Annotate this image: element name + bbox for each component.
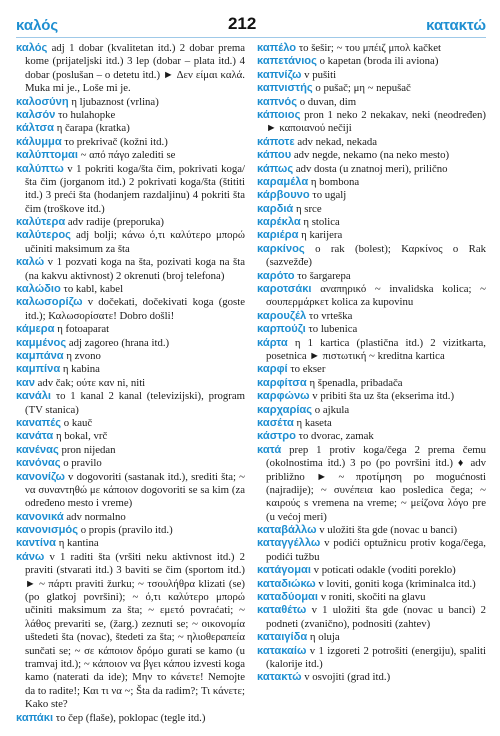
headword: καλύτερα <box>16 216 66 229</box>
headword: κανονίζω <box>16 470 65 483</box>
entry-definition: η bombona <box>308 175 360 188</box>
headword: καλώδιο <box>16 283 61 296</box>
headword: κανονικά <box>16 510 64 523</box>
entry-definition: το ekser <box>287 363 326 376</box>
dictionary-entry <box>16 337 245 350</box>
headword: κατάγομαι <box>257 564 311 577</box>
entry-definition: v uložiti šta gde (novac u banci) <box>316 524 458 537</box>
entry-definition: pron 1 neko 2 nekakav, neki (neodređen) ► καποιανού nečiji <box>266 108 486 135</box>
entry-definition: το šargarepa <box>294 269 351 282</box>
dictionary-entry <box>257 176 486 189</box>
dictionary-entry <box>16 430 245 443</box>
entry-definition: adv čak; ούτε καν ni, niti <box>34 376 146 389</box>
entry-definition: adv negde, nekamo (na neko mesto) <box>291 149 450 162</box>
headword: κάστρο <box>257 430 296 443</box>
headword: καταθέτω <box>257 604 307 617</box>
headword: καρέκλα <box>257 216 301 229</box>
headword: καταβάλλω <box>257 524 317 537</box>
dictionary-entry <box>16 524 245 537</box>
entry-definition: v 1 izgoreti 2 potrošiti (energiju), spaliti (kalorije itd.) <box>266 644 486 670</box>
headword: κατακτώ <box>257 671 302 684</box>
headword: κάλυμμα <box>16 135 62 148</box>
entry-definition: η bokal, vrč <box>53 430 108 443</box>
dictionary-entry <box>257 163 486 176</box>
headword: κάπου <box>257 149 292 162</box>
headword: καρπούζι <box>257 323 306 336</box>
dictionary-entry <box>257 323 486 336</box>
entry-definition: ο rak (bolest); Καρκίνος ο Rak (sazvežđe) <box>266 242 486 269</box>
dictionary-entry <box>257 149 486 162</box>
headword: καπάκι <box>16 711 54 724</box>
dictionary-entry <box>16 256 245 283</box>
headword: καν <box>16 376 35 389</box>
dictionary-entry <box>257 524 486 537</box>
dictionary-entry <box>257 283 486 310</box>
headword: καροτσάκι <box>257 283 312 296</box>
entry-definition: το vrteška <box>306 309 353 322</box>
entry-definition: v osvojiti (grad itd.) <box>301 671 391 684</box>
headword: καμπάνα <box>16 349 64 362</box>
page-number: 212 <box>227 14 257 33</box>
entry-definition: η špenadla, pribadača <box>306 376 403 389</box>
dictionary-entry <box>257 578 486 591</box>
dictionary-entry <box>257 270 486 283</box>
entry-definition: ο pušač; μη ~ nepušač <box>312 82 411 95</box>
headword: καρχαρίας <box>257 403 313 416</box>
headword: καπνίζω <box>257 68 302 81</box>
dictionary-entry <box>257 69 486 82</box>
entry-definition: ~ από πάγο zalediti se <box>77 149 176 162</box>
entry-columns <box>16 38 486 725</box>
dictionary-entry <box>257 537 486 564</box>
headword: καρφίτσα <box>257 376 307 389</box>
dictionary-entry <box>16 283 245 296</box>
entry-definition: pron nijedan <box>58 443 116 456</box>
dictionary-entry <box>257 310 486 323</box>
dictionary-entry <box>257 189 486 202</box>
entry-definition: ο propis (pravilo itd.) <box>78 524 173 537</box>
headword: καντίνα <box>16 537 56 550</box>
headword: κάρβουνο <box>257 189 310 202</box>
headword: καλώ <box>16 256 45 269</box>
entry-definition: το šešir; ~ του μπέιζ μπολ kačket <box>296 42 442 54</box>
headword: καρουζέλ <box>257 309 307 322</box>
headword: καριέρα <box>257 229 299 242</box>
headword: καταδιώκω <box>257 577 316 590</box>
dictionary-entry <box>16 350 245 363</box>
entry-definition: v dočekati, dočekivati koga (goste itd.); Καλωσορίσατε! Dobro došli! <box>25 296 245 322</box>
headword: καταδύομαι <box>257 591 319 604</box>
headword: καλύπτω <box>16 162 64 175</box>
headword: καταγγέλλω <box>257 537 321 550</box>
dictionary-entry <box>16 216 245 229</box>
entry-definition: v loviti, goniti koga (kriminalca itd.) <box>315 577 476 590</box>
entry-definition: ο kapetan (broda ili aviona) <box>316 55 439 68</box>
dictionary-entry <box>257 337 486 364</box>
dictionary-entry <box>16 363 245 376</box>
dictionary-entry <box>16 96 245 109</box>
headword: καρφί <box>257 363 288 376</box>
entry-definition: v pušiti <box>301 68 337 81</box>
headword: καμμένος <box>16 336 67 349</box>
headword: κατακαίω <box>257 644 307 657</box>
dictionary-entry <box>257 55 486 68</box>
headword: καναπές <box>16 416 62 429</box>
entry-definition: adv normalno <box>63 510 126 523</box>
entry-definition: v 1 pokriti koga/šta čim, pokrivati koga/šta čim (jorganom itd.) 2 pokrivati koga/šta (štititi itd.) 3 preći šta (hodanjem razdaljinu) 4 pokriti šta čim (troškove itd.) <box>25 162 245 215</box>
headword: κανάτα <box>16 430 54 443</box>
dictionary-entry <box>257 216 486 229</box>
dictionary-entry <box>16 136 245 149</box>
dictionary-entry <box>16 149 245 162</box>
entry-definition: adj bolji; κάνω ό,τι καλύτερο μπορώ učiniti maksimum za šta <box>25 229 245 255</box>
entry-definition: v poticati odakle (voditi poreklo) <box>310 564 456 577</box>
entry-definition: v roniti, skočiti na glavu <box>318 591 426 604</box>
headword: κασέτα <box>257 416 294 429</box>
headword: κανόνας <box>16 457 61 470</box>
headword: κάρτα <box>257 336 288 349</box>
dictionary-entry <box>257 363 486 376</box>
dictionary-entry <box>257 444 486 524</box>
headword: καλσόν <box>16 108 56 121</box>
dictionary-entry <box>16 390 245 417</box>
headword: καλύπτομαι <box>16 149 78 162</box>
entry-definition: η oluja <box>307 631 340 644</box>
dictionary-entry <box>16 537 245 550</box>
right-column <box>257 42 486 725</box>
headword: κάλτσα <box>16 122 55 135</box>
dictionary-entry <box>257 377 486 390</box>
headword: καπνός <box>257 95 298 108</box>
dictionary-entry <box>16 323 245 336</box>
dictionary-entry <box>16 471 245 511</box>
headword: κανονισμός <box>16 524 79 537</box>
headword: κάποτε <box>257 135 295 148</box>
entry-definition: η srce <box>293 202 322 215</box>
entry-definition: v podići optužnicu protiv koga/čega, podići tužbu <box>266 537 486 563</box>
headword: κάνω <box>16 550 45 563</box>
headword: κάμερα <box>16 323 55 336</box>
entry-definition: adv radije (preporuka) <box>65 216 164 229</box>
dictionary-entry <box>257 109 486 136</box>
entry-definition: adv nekad, nekada <box>294 135 378 148</box>
headword: καπνιστής <box>257 82 313 95</box>
entry-definition: ο kauč <box>61 416 93 429</box>
headword: καπέλο <box>257 42 297 54</box>
entry-definition: η 1 kartica (plastična itd.) 2 vizitkarta, posetnica ► πιστωτική ~ kreditna kartica <box>266 336 486 362</box>
dictionary-entry <box>16 229 245 256</box>
entry-definition: το čep (flaše), poklopac (tegle itd.) <box>53 711 206 724</box>
page-header <box>16 0 486 38</box>
entry-definition: η zvono <box>63 349 101 362</box>
entry-definition: το 1 kanal 2 kanal (televizijski), program (TV stanica) <box>25 390 245 416</box>
entry-definition: v 1 raditi šta (vršiti neku aktivnost itd.) 2 praviti (stvarati itd.) 3 baviti se čim (sportom itd.) ► ~ πάρτι praviti žurku; ~ τσουλήθρα klizati (se) (po glatkoj površini); ~ ό,τι καλύτερο μπορώ učiniti maksimum za šta; ~ εμετό povraćati; ~ λάθος prevariti se, (žarg.) zeznuti se; ~ οικονομία uštedeti šta (novac), štedeti za šta; ~ ηλιοθεραπεία sunčati se; ~ σε κάποιον δρόμο gurati se kamo (u tramvaj itd.); ~ κάποιον να βγει κάπου izvesti koga kamo (naterati da ide); Μην το κάνετε! Nemojte da to radite!; Και τι να ~; Šta da radim?; Τι κάνετε; Kako ste? <box>25 550 245 711</box>
dictionary-entry <box>16 377 245 390</box>
headword: καλύτερος <box>16 229 71 242</box>
dictionary-entry <box>257 631 486 644</box>
entry-definition: ο pravilo <box>60 457 102 470</box>
dictionary-entry <box>257 417 486 430</box>
entry-definition: η kabina <box>60 363 100 376</box>
headword: καλοσύνη <box>16 95 69 108</box>
dictionary-entry <box>16 42 245 96</box>
dictionary-entry <box>16 417 245 430</box>
dictionary-entry <box>257 564 486 577</box>
entry-definition: adj 1 dobar (kvalitetan itd.) 2 dobar prema kome (prijateljski itd.) 3 lep (dobar – plata itd.) 4 dobar (poslušan – o detetu itd.) ► Δεν είμαι καλά. Muka mi je., Loše mi je. <box>25 42 245 95</box>
entry-definition: η kaseta <box>293 416 332 429</box>
dictionary-entry <box>257 645 486 672</box>
headword: καρφώνω <box>257 390 310 403</box>
dictionary-entry <box>16 444 245 457</box>
entry-definition: η ljubaznost (vrlina) <box>68 95 159 108</box>
headword: κάποιος <box>257 108 301 121</box>
headword: καταιγίδα <box>257 631 308 644</box>
entry-definition: η čarapa (kratka) <box>54 122 130 135</box>
headword: καρότο <box>257 269 295 282</box>
dictionary-entry <box>257 42 486 55</box>
dictionary-entry <box>16 457 245 470</box>
entry-definition: ο ajkula <box>312 403 350 416</box>
entry-definition: αναπηρικό ~ invalidska kolica; ~ σουπερμάρκετ kolica za kupovinu <box>266 283 486 309</box>
dictionary-entry <box>257 82 486 95</box>
dictionary-entry <box>257 96 486 109</box>
dictionary-entry <box>257 591 486 604</box>
dictionary-entry <box>16 163 245 217</box>
dictionary-entry <box>257 136 486 149</box>
dictionary-entry <box>16 296 245 323</box>
entry-definition: v 1 uložiti šta gde (novac u banci) 2 podneti (zvanično), podnositi (zahtev) <box>266 604 486 630</box>
dictionary-entry <box>257 430 486 443</box>
headword: κανένας <box>16 443 59 456</box>
headword: καλός <box>16 42 48 54</box>
entry-definition: το ugalj <box>309 189 347 202</box>
left-column <box>16 42 245 725</box>
headword: κάπως <box>257 162 294 175</box>
entry-definition: το dvorac, zamak <box>295 430 374 443</box>
entry-definition: v dogovoriti (sastanak itd.), srediti šta; ~ να συναντηθώ με κάποιον dogovoriti se sa kim (za određeno mesto i vreme) <box>25 470 245 510</box>
dictionary-entry <box>257 243 486 270</box>
headword: καπετάνιος <box>257 55 317 68</box>
entry-definition: η stolica <box>300 216 340 229</box>
entry-definition: η fotoaparat <box>54 323 110 336</box>
entry-definition: v 1 pozvati koga na šta, pozivati koga na šta (na kakvu aktivnost) 2 okrenuti (broj telefona) <box>25 256 245 282</box>
headword: καμπίνα <box>16 363 61 376</box>
headword: καραμέλα <box>257 175 309 188</box>
headword: καρκίνος <box>257 242 305 255</box>
dictionary-entry <box>16 122 245 135</box>
entry-definition: adj zagoreo (hrana itd.) <box>66 336 170 349</box>
entry-definition: το lubenica <box>305 323 358 336</box>
guide-word-right: κατακτώ <box>426 17 486 34</box>
dictionary-entry <box>257 604 486 631</box>
dictionary-entry <box>257 203 486 216</box>
dictionary-entry <box>16 551 245 712</box>
dictionary-entry <box>16 511 245 524</box>
entry-definition: prep 1 protiv koga/čega 2 prema čemu (okolnostima itd.) 3 po (po površini itd.) ♦ adv približno ► ~ προτίμηση po mogućnosti (najradije); ~ συνέπεια kao posledica čega; ~ καιρούς s vremena na vreme; ~ μείζονα λόγο pre (u većoj meri) <box>266 443 486 523</box>
dictionary-entry <box>257 671 486 684</box>
entry-definition: adv dosta (u znatnoj meri), prilično <box>293 162 448 175</box>
entry-definition: το hulahopke <box>55 108 116 121</box>
entry-definition: ο duvan, dim <box>297 95 357 108</box>
entry-definition: v pribiti šta uz šta (ekserima itd.) <box>309 390 455 403</box>
entry-definition: η karijera <box>298 229 343 242</box>
dictionary-entry <box>16 109 245 122</box>
headword: καλωσορίζω <box>16 296 83 309</box>
entry-definition: η kantina <box>56 537 99 550</box>
dictionary-entry <box>16 712 245 725</box>
headword: κανάλι <box>16 390 52 403</box>
dictionary-entry <box>257 229 486 242</box>
guide-word-left: καλός <box>16 17 59 34</box>
dictionary-entry <box>257 404 486 417</box>
entry-definition: το prekrivač (kožni itd.) <box>61 135 168 148</box>
headword: κατά <box>257 443 282 456</box>
headword: καρδιά <box>257 202 294 215</box>
dictionary-entry <box>257 390 486 403</box>
entry-definition: το kabl, kabel <box>60 283 124 296</box>
